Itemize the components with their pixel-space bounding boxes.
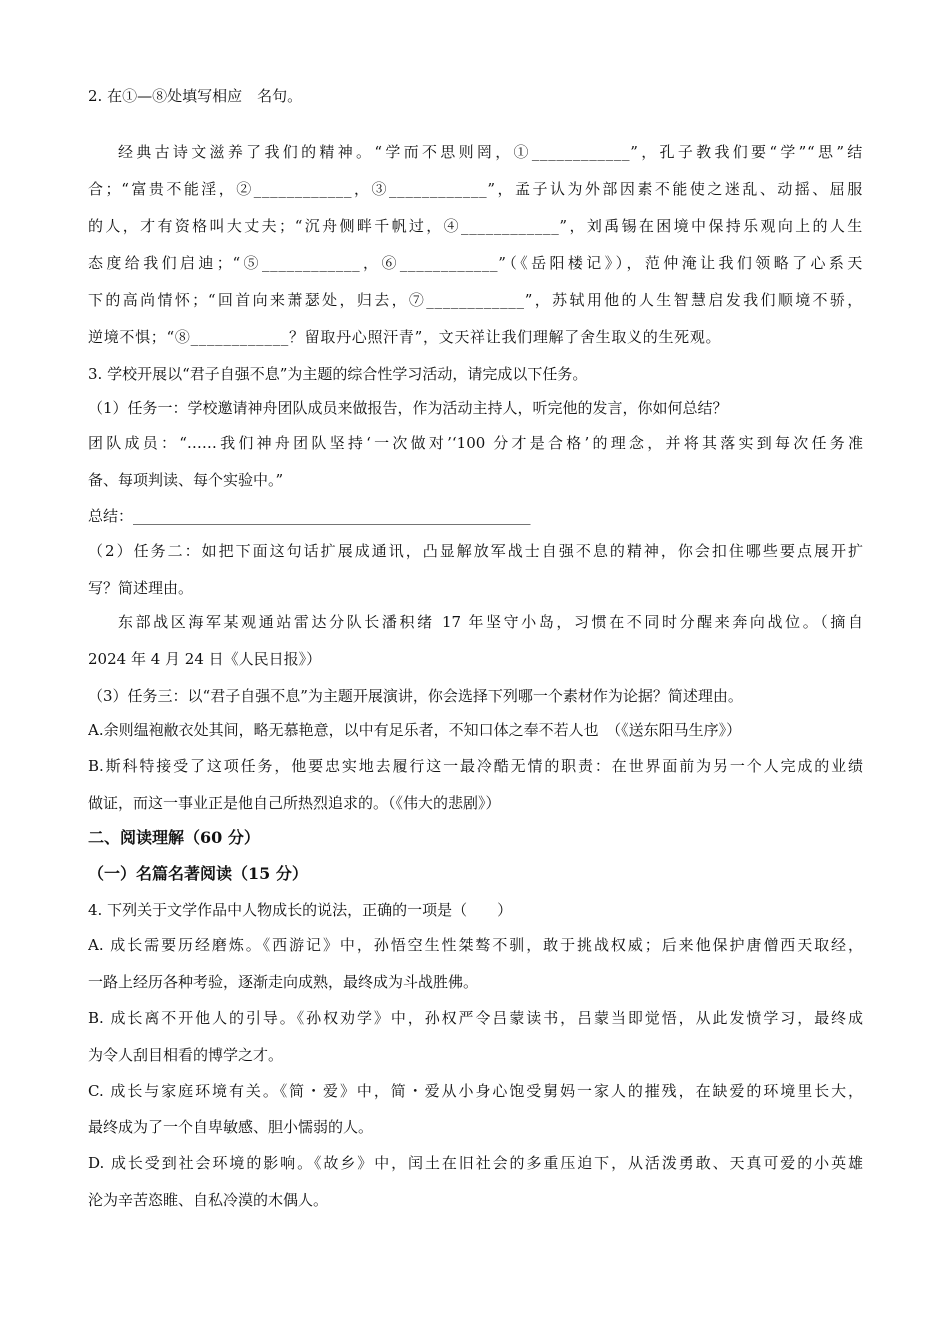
option-b-material-line-2: 做证，而这一事业正是他自己所热烈追求的。（《伟大的悲剧》） [88, 794, 501, 812]
news-excerpt-line-2: 2024 年 4 月 24 日《人民日报》） [88, 650, 322, 668]
question-2-text-line-2: 合；“富贵不能淫，②____________，③____________”，孟子认为外部因素不能使之迷乱、动摇、屈服 [88, 180, 863, 198]
team-member-quote-line-2: 备、每项判读、每个实验中。” [88, 471, 284, 489]
question-3-title: 3. 学校开展以“君子自强不息”为主题的综合性学习活动，请完成以下任务。 [88, 365, 588, 383]
option-d-line-1: D. 成长受到社会环境的影响。《故乡》中，闰土在旧社会的多重压迫下，从活泼勇敢、天真可爱的小英雄 [88, 1154, 863, 1172]
task-3-prompt: （3）任务三：以“君子自强不息”为主题开展演讲，你会选择下列哪一个素材作为论据？简述理由。 [88, 687, 743, 705]
news-excerpt-line-1: 东部战区海军某观通站雷达分队长潘积绪 17 年坚守小岛，习惯在不同时分醒来奔向战位。（摘自 [118, 613, 863, 631]
option-c-line-2: 最终成为了一个自卑敏感、胆小懦弱的人。 [88, 1118, 374, 1136]
task-2-prompt-line-2: 写？简述理由。 [88, 579, 194, 597]
option-c-line-1: C. 成长与家庭环境有关。《简・爱》中，简・爱从小身心饱受舅妈一家人的摧残，在缺爱的环境里长大， [88, 1082, 863, 1100]
question-2-title: 2. 在①—⑧处填写相应 名句。 [88, 87, 303, 105]
option-a-line-2: 一路上经历各种考验，逐渐走向成熟，最终成为斗战胜佛。 [88, 973, 479, 991]
section-2-heading: 二、阅读理解（60 分） [88, 828, 260, 847]
option-b-material-line-1: B.斯科特接受了这项任务，他要忠实地去履行这一最冷酷无情的职责：在世界面前为另一个人完成的业绩 [88, 757, 863, 775]
subsection-1-heading: （一）名篇名著阅读（15 分） [88, 864, 308, 883]
question-2-text-line-1: 经典古诗文滋养了我们的精神。“学而不思则罔，①____________”，孔子教我们要“学”“思”结 [118, 143, 863, 161]
question-4-stem: 4. 下列关于文学作品中人物成长的说法，正确的一项是（ ） [88, 901, 513, 919]
option-b-line-1: B. 成长离不开他人的引导。《孙权劝学》中，孙权严令吕蒙读书，吕蒙当即觉悟，从此发愤学习，最终成 [88, 1009, 863, 1027]
option-a-line-1: A. 成长需要历经磨炼。《西游记》中，孙悟空生性桀骜不驯，敢于挑战权威；后来他保护唐僧西天取经， [88, 936, 863, 954]
option-b-line-2: 为令人刮目相看的博学之才。 [88, 1046, 284, 1064]
option-d-line-2: 沦为辛苦恣睢、自私冷漠的木偶人。 [88, 1191, 329, 1209]
question-2-text-line-4: 态度给我们启迪；“⑤____________，⑥____________”（《岳阳楼记》），范仲淹让我们领略了心系天 [88, 254, 863, 272]
question-2-text-line-3: 的人，才有资格叫大丈夫；“沉舟侧畔千帆过，④____________”，刘禹锡在困境中保持乐观向上的人生 [88, 217, 863, 235]
summary-answer-line: 总结：_____________________________________________________ [88, 507, 531, 525]
task-2-prompt-line-1: （2）任务二：如把下面这句话扩展成通讯，凸显解放军战士自强不息的精神，你会扣住哪些要点展开扩 [88, 542, 863, 560]
question-2-text-line-5: 下的高尚情怀；“回首向来萧瑟处，归去，⑦____________”，苏轼用他的人生智慧启发我们顺境不骄， [88, 291, 863, 309]
question-2-text-line-6: 逆境不惧；“⑧____________？留取丹心照汗青”，文天祥让我们理解了舍生取义的生死观。 [88, 328, 722, 346]
option-a-material: A.余则缊袍敝衣处其间，略无慕艳意，以中有足乐者，不知口体之奉不若人也 （《送东阳马生序》） [88, 721, 742, 739]
team-member-quote-line-1: 团队成员：“……我们神舟团队坚持‘一次做对’‘100 分才是合格’的理念，并将其落实到每次任务准 [88, 434, 863, 452]
task-1-prompt: （1）任务一：学校邀请神舟团队成员来做报告，作为活动主持人，听完他的发言，你如何总结？ [88, 399, 728, 417]
